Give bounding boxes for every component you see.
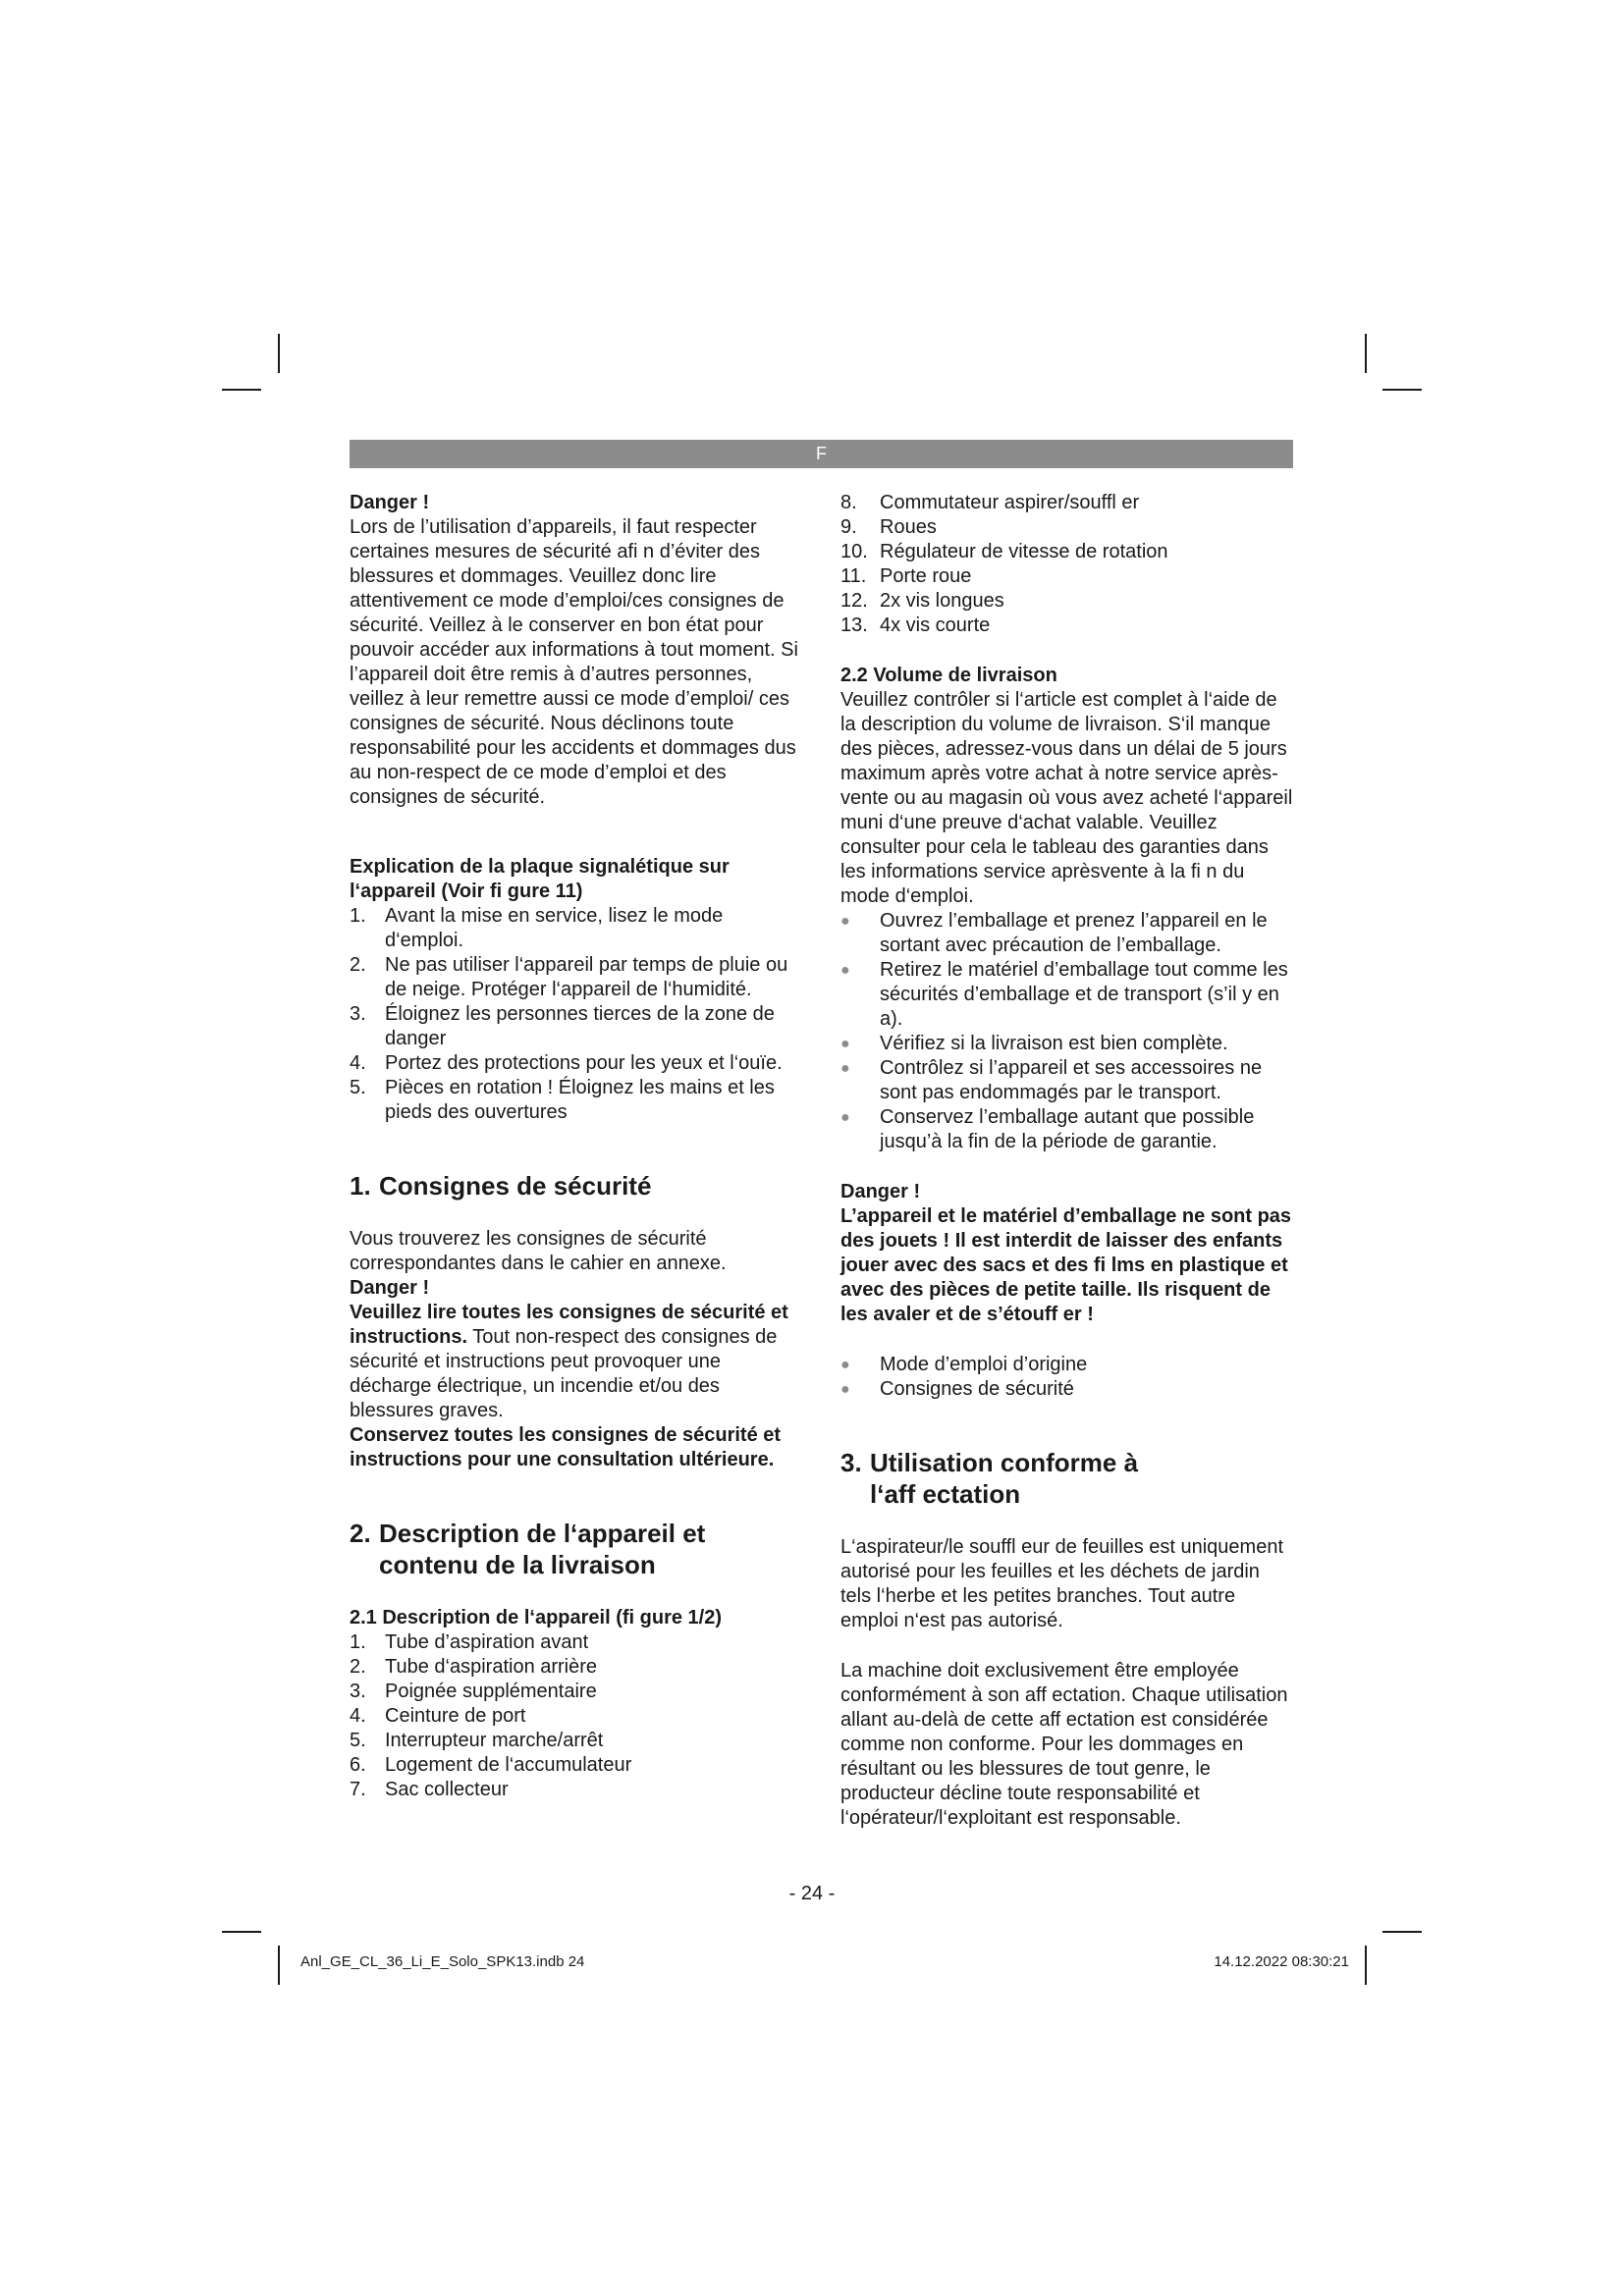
crop-mark — [1382, 389, 1422, 391]
section-1-keep-notice: Conservez toutes les consignes de sécurité et instructions pour une consultation ultérieure. — [350, 1424, 782, 1470]
list-item: 2. Ne pas utiliser l‘appareil par temps de pluie ou de neige. Protéger l‘appareil de l‘humidité. — [350, 954, 788, 1000]
right-column — [840, 491, 1294, 1831]
language-label: F — [816, 444, 827, 463]
list-item: ● Vérifiez si la livraison est bien complète. — [840, 1033, 1228, 1054]
section-1-danger: Danger ! — [350, 1277, 430, 1299]
parts-list-continued — [840, 491, 1294, 638]
list-item: 6. Logement de l‘accumulateur — [350, 1754, 632, 1776]
list-item: 9. Roues — [840, 516, 937, 538]
section-2-heading: 2. Description de l‘appareil et contenu de la livraison — [350, 1519, 706, 1579]
danger-heading: Danger ! — [350, 492, 430, 513]
footer-file-info: Anl_GE_CL_36_Li_E_Solo_SPK13.indb 24 — [300, 1953, 585, 1970]
section-1-heading: 1. Consignes de sécurité — [350, 1171, 652, 1201]
list-item: 5. Interrupteur marche/arrêt — [350, 1730, 604, 1751]
list-item: ● Contrôlez si l’appareil et ses accessoires ne sont pas endommagés par le transport. — [840, 1057, 1263, 1103]
list-item: 4. Ceinture de port — [350, 1705, 526, 1727]
list-item: ● Consignes de sécurité — [840, 1378, 1074, 1400]
unpacking-bullet-list — [840, 909, 1294, 1154]
danger-paragraph-2: L’appareil et le matériel d’emballage ne sont pas des jouets ! Il est interdit de laisser des enfants jouer avec des sacs et des fi lms en plastique et avec des pièces de petite taille. Ils risquent de les avaler et de s’étouff er ! — [840, 1205, 1292, 1325]
page-number: - 24 - — [788, 1883, 836, 1904]
list-item: ● Conservez l’emballage autant que possible jusqu’à la fin de la période de garantie. — [840, 1106, 1255, 1152]
list-item: ● Ouvrez l’emballage et prenez l’appareil en le sortant avec précaution de l’emballage. — [840, 910, 1268, 956]
bullet-icon: ● — [840, 1381, 850, 1398]
section-2-2-paragraph: Veuillez contrôler si l‘article est complet à l‘aide de la description du volume de livraison. S‘il manque des pièces, adressez-vous dans un délai de 5 jours maximum après votre achat à notre service après-vente ou au magasin où vous avez acheté l‘appareil muni d‘une preuve d‘achat valable. Veuillez consulter pour cela le tableau des garanties dans les informations service aprèsvente à la fi n du mode d‘emploi. — [840, 689, 1293, 907]
list-item: 11. Porte roue — [840, 565, 972, 587]
section-3-paragraph-1: L‘aspirateur/le souffl eur de feuilles est uniquement autorisé pour les feuilles et les déchets de jardin tels l‘herbe et les petites branches. Tout autre emploi n‘est pas autorisé. — [840, 1536, 1284, 1631]
section-1-warning: Veuillez lire toutes les consignes de sécurité et instructions. Tout non-respect des consignes de sécurité et instructions peut provoquer une décharge électrique, un incendie et/ou des blessures graves. — [350, 1302, 788, 1421]
section-3-heading: 3. Utilisation conforme à l‘aff ectation — [840, 1448, 1139, 1509]
crop-mark — [222, 1931, 261, 1933]
rating-plate-heading: Explication de la plaque signalétique sur l‘appareil (Voir fi gure 11) — [350, 856, 730, 902]
list-item: 4. Portez des protections pour les yeux et l‘ouïe. — [350, 1052, 783, 1074]
list-item: 7. Sac collecteur — [350, 1779, 509, 1800]
language-header-bar — [350, 440, 1293, 468]
bullet-icon: ● — [840, 1357, 850, 1373]
crop-mark — [1365, 334, 1367, 373]
list-item: 8. Commutateur aspirer/souffl er — [840, 492, 1140, 513]
list-item: 1. Tube d’aspiration avant — [350, 1631, 589, 1653]
crop-mark — [1382, 1931, 1422, 1933]
crop-mark — [222, 389, 261, 391]
list-item: 5. Pièces en rotation ! Éloignez les mains et les pieds des ouvertures — [350, 1077, 775, 1123]
bullet-icon: ● — [840, 1036, 850, 1052]
list-item: 3. Poignée supplémentaire — [350, 1681, 597, 1702]
crop-mark — [278, 1946, 280, 1985]
list-item: 10. Régulateur de vitesse de rotation — [840, 541, 1168, 562]
bullet-icon: ● — [840, 962, 850, 979]
rating-plate-list — [350, 904, 803, 1125]
danger-heading-2: Danger ! — [840, 1181, 921, 1202]
list-item: ● Retirez le matériel d’emballage tout comme les sécurités d’emballage et de transport (s’il y en a). — [840, 959, 1288, 1030]
section-2-1-heading: 2.1 Description de l‘appareil (fi gure 1/2) — [350, 1607, 722, 1629]
bullet-icon: ● — [840, 913, 850, 930]
bullet-icon: ● — [840, 1109, 850, 1126]
list-item: 1. Avant la mise en service, lisez le mode d‘emploi. — [350, 905, 724, 951]
parts-list — [350, 1630, 803, 1802]
danger-paragraph: Lors de l’utilisation d’appareils, il faut respecter certaines mesures de sécurité afi n d’éviter des blessures et dommages. Veuillez donc lire attentivement ce mode d’emploi/ces consignes de sécurité. Veillez à le conserver en bon état pour pouvoir accéder aux informations à tout moment. Si l’appareil doit être remis à d’autres personnes, veillez à leur remettre aussi ce mode d’emploi/ ces consignes de sécurité. Nous déclinons toute responsabilité pour les accidents et dommages dus au non-respect de ce mode d’emploi et des consignes de sécurité. — [350, 516, 798, 808]
crop-mark — [278, 334, 280, 373]
left-column — [350, 491, 803, 1802]
footer-date-info: 14.12.2022 08:30:21 — [1214, 1953, 1349, 1970]
list-item: 12. 2x vis longues — [840, 590, 1004, 612]
section-1-intro: Vous trouverez les consignes de sécurité correspondantes dans le cahier en annexe. — [350, 1228, 727, 1274]
section-3-paragraph-2: La machine doit exclusivement être employée conformément à son aff ectation. Chaque utilisation allant au-delà de cette aff ectation est considérée comme non conforme. Pour les dommages en résultant ou les blessures de tout genre, le producteur décline toute responsabilité et l‘opérateur/l‘exploitant est responsable. — [840, 1660, 1288, 1829]
list-item: 3. Éloignez les personnes tierces de la zone de danger — [350, 1003, 775, 1049]
section-2-2-heading: 2.2 Volume de livraison — [840, 665, 1057, 686]
bullet-icon: ● — [840, 1060, 850, 1077]
crop-mark — [1365, 1946, 1367, 1985]
documents-bullet-list — [840, 1353, 1294, 1402]
list-item: 13. 4x vis courte — [840, 614, 991, 636]
list-item: ● Mode d’emploi d’origine — [840, 1354, 1088, 1375]
list-item: 2. Tube d‘aspiration arrière — [350, 1656, 598, 1678]
